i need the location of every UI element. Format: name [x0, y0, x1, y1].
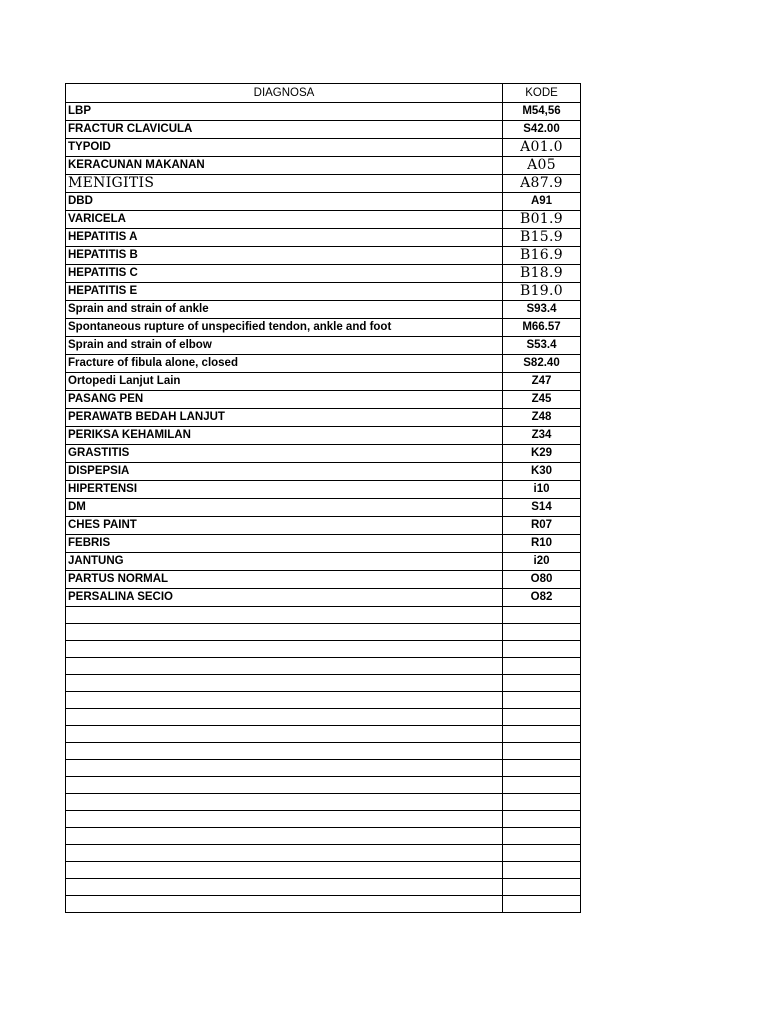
- diagnosa-cell: [66, 709, 503, 726]
- table-row: [66, 828, 581, 845]
- table-row: [66, 675, 581, 692]
- diagnosa-cell: Spontaneous rupture of unspecified tendon, ankle and foot: [66, 319, 503, 337]
- table-body: [66, 103, 581, 913]
- table-row: [66, 535, 581, 553]
- table-row: [66, 794, 581, 811]
- kode-cell: A87.9: [503, 175, 581, 193]
- diagnosa-cell: HEPATITIS C: [66, 265, 503, 283]
- diagnosa-cell: [66, 743, 503, 760]
- table-row: [66, 589, 581, 607]
- table-row: [66, 463, 581, 481]
- table-row: [66, 193, 581, 211]
- table-row: [66, 247, 581, 265]
- kode-cell: S53.4: [503, 337, 581, 355]
- table-row: [66, 879, 581, 896]
- diagnosa-cell: Sprain and strain of elbow: [66, 337, 503, 355]
- kode-cell: [503, 862, 581, 879]
- kode-cell: S93.4: [503, 301, 581, 319]
- kode-cell: [503, 845, 581, 862]
- table-row: [66, 391, 581, 409]
- kode-cell: [503, 675, 581, 692]
- column-header-kode: KODE: [503, 84, 581, 103]
- table-row: [66, 121, 581, 139]
- kode-cell: [503, 811, 581, 828]
- kode-cell: i10: [503, 481, 581, 499]
- diagnosa-cell: PERAWATB BEDAH LANJUT: [66, 409, 503, 427]
- kode-cell: B16.9: [503, 247, 581, 265]
- kode-cell: R07: [503, 517, 581, 535]
- kode-cell: [503, 641, 581, 658]
- table-row: [66, 692, 581, 709]
- table-row: [66, 607, 581, 624]
- diagnosa-cell: HEPATITIS A: [66, 229, 503, 247]
- diagnosa-cell: PERIKSA KEHAMILAN: [66, 427, 503, 445]
- diagnosa-cell: LBP: [66, 103, 503, 121]
- table-row: [66, 265, 581, 283]
- table-row: [66, 760, 581, 777]
- table-row: [66, 229, 581, 247]
- table-row: [66, 499, 581, 517]
- kode-cell: B19.0: [503, 283, 581, 301]
- table-row: [66, 896, 581, 913]
- kode-cell: Z34: [503, 427, 581, 445]
- diagnosa-cell: [66, 726, 503, 743]
- diagnosa-cell: [66, 692, 503, 709]
- kode-cell: [503, 828, 581, 845]
- diagnosa-cell: [66, 658, 503, 675]
- table-row: [66, 445, 581, 463]
- diagnosa-cell: Ortopedi Lanjut Lain: [66, 373, 503, 391]
- diagnosa-cell: [66, 760, 503, 777]
- table-row: [66, 481, 581, 499]
- kode-cell: [503, 777, 581, 794]
- kode-cell: K30: [503, 463, 581, 481]
- diagnosa-cell: KERACUNAN MAKANAN: [66, 157, 503, 175]
- diagnosa-cell: PASANG PEN: [66, 391, 503, 409]
- diagnosa-cell: GRASTITIS: [66, 445, 503, 463]
- table-row: [66, 726, 581, 743]
- kode-cell: Z45: [503, 391, 581, 409]
- diagnosa-cell: TYPOID: [66, 139, 503, 157]
- table-row: [66, 743, 581, 760]
- diagnosa-cell: VARICELA: [66, 211, 503, 229]
- table-row: [66, 373, 581, 391]
- table-header-row: [66, 84, 581, 103]
- kode-cell: O82: [503, 589, 581, 607]
- diagnosa-cell: CHES PAINT: [66, 517, 503, 535]
- diagnosa-cell: [66, 607, 503, 624]
- diagnosa-cell: DISPEPSIA: [66, 463, 503, 481]
- diagnosa-cell: DBD: [66, 193, 503, 211]
- diagnosa-cell: [66, 794, 503, 811]
- diagnosa-cell: [66, 879, 503, 896]
- table-row: [66, 553, 581, 571]
- table-row: [66, 409, 581, 427]
- table-row: [66, 355, 581, 373]
- diagnosa-cell: [66, 845, 503, 862]
- kode-cell: M66.57: [503, 319, 581, 337]
- table-row: [66, 641, 581, 658]
- table-row: [66, 658, 581, 675]
- kode-cell: K29: [503, 445, 581, 463]
- diagnosa-cell: Fracture of fibula alone, closed: [66, 355, 503, 373]
- table-row: [66, 624, 581, 641]
- diagnosa-cell: [66, 811, 503, 828]
- diagnosa-cell: HEPATITIS B: [66, 247, 503, 265]
- table-row: [66, 103, 581, 121]
- diagnosa-cell: PERSALINA SECIO: [66, 589, 503, 607]
- table-row: [66, 319, 581, 337]
- kode-cell: [503, 726, 581, 743]
- diagnosa-cell: MENIGITIS: [66, 175, 503, 193]
- kode-cell: A05: [503, 157, 581, 175]
- table-row: [66, 301, 581, 319]
- diagnosa-cell: FRACTUR CLAVICULA: [66, 121, 503, 139]
- diagnosa-cell: FEBRIS: [66, 535, 503, 553]
- diagnosa-cell: [66, 675, 503, 692]
- table-row: [66, 157, 581, 175]
- table-row: [66, 175, 581, 193]
- kode-cell: i20: [503, 553, 581, 571]
- table-row: [66, 139, 581, 157]
- kode-cell: A01.0: [503, 139, 581, 157]
- kode-cell: S14: [503, 499, 581, 517]
- diagnosa-cell: [66, 641, 503, 658]
- diagnosa-cell: HEPATITIS E: [66, 283, 503, 301]
- kode-cell: [503, 658, 581, 675]
- diagnosa-cell: [66, 896, 503, 913]
- table-row: [66, 283, 581, 301]
- table-row: [66, 337, 581, 355]
- kode-cell: M54,56: [503, 103, 581, 121]
- kode-cell: Z48: [503, 409, 581, 427]
- table-row: [66, 811, 581, 828]
- table-row: [66, 709, 581, 726]
- diagnosa-cell: Sprain and strain of ankle: [66, 301, 503, 319]
- table-row: [66, 862, 581, 879]
- diagnosa-cell: JANTUNG: [66, 553, 503, 571]
- table-row: [66, 427, 581, 445]
- diagnosa-cell: [66, 624, 503, 641]
- kode-cell: S82.40: [503, 355, 581, 373]
- column-header-diagnosa: DIAGNOSA: [66, 84, 503, 103]
- kode-cell: R10: [503, 535, 581, 553]
- diagnosa-cell: [66, 862, 503, 879]
- diagnosa-cell: [66, 777, 503, 794]
- kode-cell: [503, 692, 581, 709]
- kode-cell: Z47: [503, 373, 581, 391]
- kode-cell: A91: [503, 193, 581, 211]
- table-row: [66, 777, 581, 794]
- table-row: [66, 211, 581, 229]
- kode-cell: [503, 794, 581, 811]
- diagnosa-cell: HIPERTENSI: [66, 481, 503, 499]
- table-row: [66, 517, 581, 535]
- kode-cell: [503, 879, 581, 896]
- kode-cell: [503, 896, 581, 913]
- diagnosis-code-table: [65, 83, 581, 913]
- kode-cell: O80: [503, 571, 581, 589]
- kode-cell: [503, 607, 581, 624]
- kode-cell: [503, 760, 581, 777]
- kode-cell: [503, 743, 581, 760]
- kode-cell: [503, 709, 581, 726]
- table-row: [66, 571, 581, 589]
- kode-cell: [503, 624, 581, 641]
- table-row: [66, 845, 581, 862]
- diagnosa-cell: PARTUS NORMAL: [66, 571, 503, 589]
- kode-cell: S42.00: [503, 121, 581, 139]
- kode-cell: B18.9: [503, 265, 581, 283]
- kode-cell: B01.9: [503, 211, 581, 229]
- kode-cell: B15.9: [503, 229, 581, 247]
- diagnosa-cell: [66, 828, 503, 845]
- diagnosa-cell: DM: [66, 499, 503, 517]
